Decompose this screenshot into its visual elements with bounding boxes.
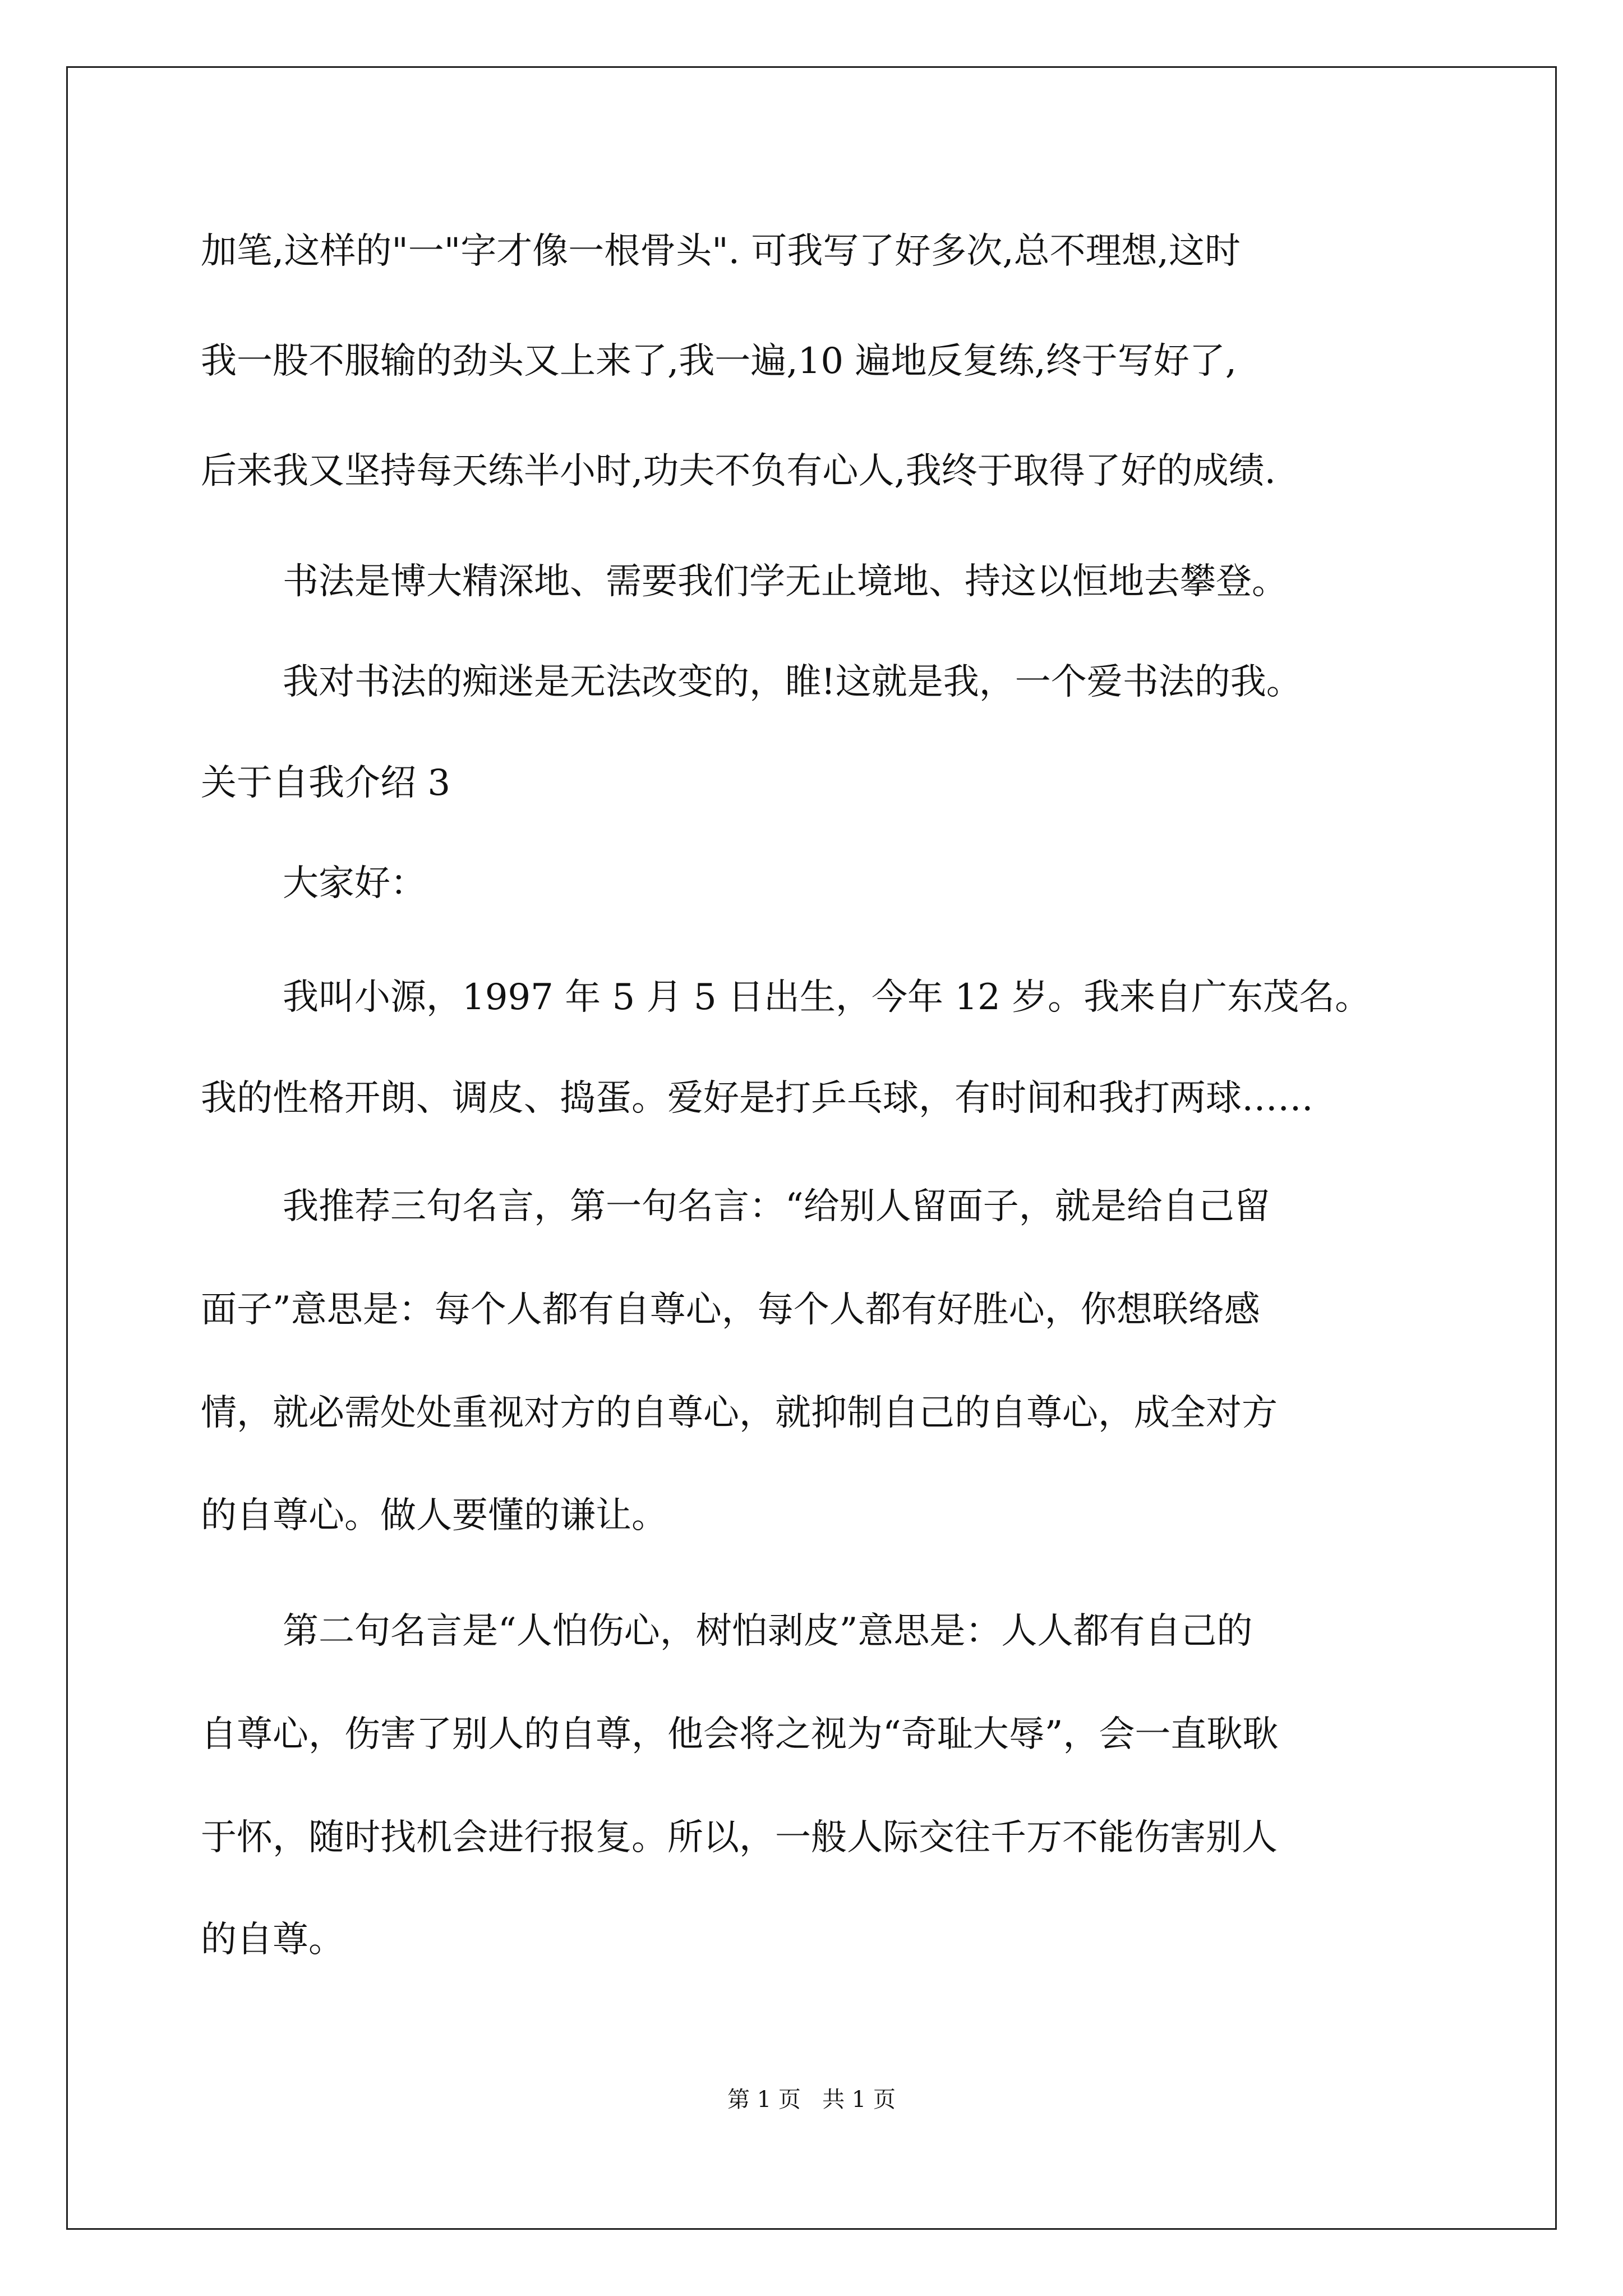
- paragraph-line: 的自尊心。做人要懂的谦让。: [201, 1495, 667, 1536]
- page-border: [66, 66, 1557, 2230]
- paragraph-line: 后来我又坚持每天练半小时,功夫不负有心人,我终于取得了好的成绩.: [201, 450, 1276, 492]
- paragraph-line: 的自尊。: [201, 1919, 344, 1961]
- section-heading: 关于自我介绍 3: [201, 762, 451, 804]
- paragraph-line: 情，就必需处处重视对方的自尊心，就抑制自己的自尊心，成全对方: [201, 1392, 1278, 1434]
- page-footer: 第 1 页 共 1 页: [727, 2087, 896, 2113]
- paragraph-line: 我的性格开朗、调皮、捣蛋。爱好是打乒乓球，有时间和我打两球……: [201, 1078, 1313, 1119]
- paragraph-line: 我一股不服输的劲头又上来了,我一遍,10 遍地反复练,终于写好了,: [201, 341, 1237, 382]
- paragraph-line: 自尊心，伤害了别人的自尊，他会将之视为“奇耻大辱”，会一直耿耿: [201, 1714, 1279, 1755]
- paragraph-line: 第二句名言是“人怕伤心，树怕剥皮”意思是：人人都有自己的: [283, 1611, 1253, 1652]
- paragraph-line: 我对书法的痴迷是无法改变的，睢!这就是我，一个爱书法的我。: [283, 661, 1302, 703]
- paragraph-line: 面子”意思是：每个人都有自尊心，每个人都有好胜心，你想联络感: [201, 1289, 1260, 1331]
- greeting-line: 大家好：: [283, 863, 426, 904]
- paragraph-line: 书法是博大精深地、需要我们学无止境地、持这以恒地去攀登。: [283, 561, 1288, 602]
- paragraph-line: 加笔,这样的"一"字才像一根骨头". 可我写了好多次,总不理想,这时: [201, 231, 1241, 272]
- paragraph-line: 我推荐三句名言，第一句名言：“给别人留面子，就是给自己留: [283, 1186, 1270, 1227]
- paragraph-line: 于怀，随时找机会进行报复。所以，一般人际交往千万不能伤害别人: [201, 1817, 1278, 1858]
- paragraph-line: 我叫小源，1997 年 5 月 5 日出生，今年 12 岁。我来自广东茂名。: [283, 977, 1371, 1018]
